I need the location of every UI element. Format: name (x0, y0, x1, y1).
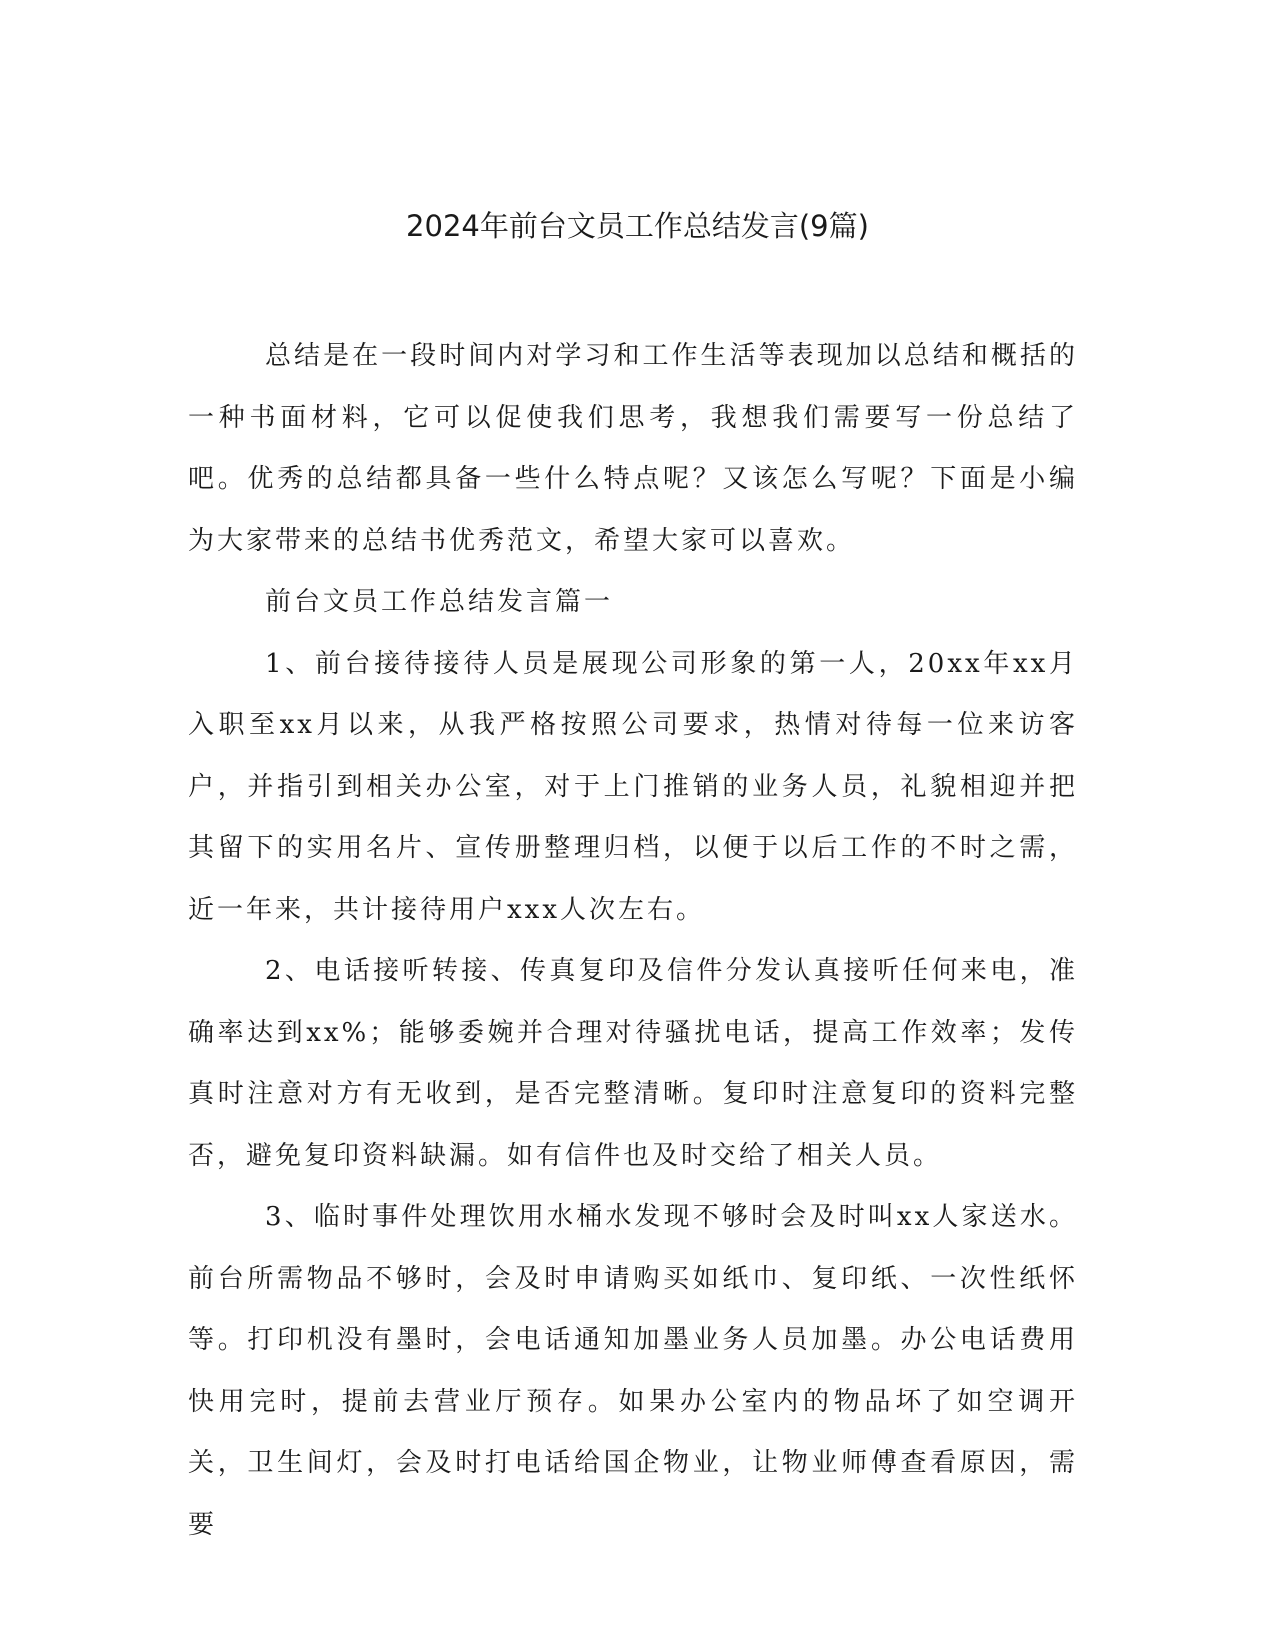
document-body (188, 326, 1078, 1556)
paragraph-item-2: 2、电话接听转接、传真复印及信件分发认真接听任何来电，准确率达到xx%；能够委婉并合理对待骚扰电话，提高工作效率；发传真时注意对方有无收到，是否完整清晰。复印时注意复印的资料完整否，避免复印资料缺漏。如有信件也及时交给了相关人员。 (188, 956, 1078, 1171)
intro-paragraph: 总结是在一段时间内对学习和工作生活等表现加以总结和概括的一种书面材料，它可以促使我们思考，我想我们需要写一份总结了吧。优秀的总结都具备一些什么特点呢？又该怎么写呢？下面是小编为大家带来的总结书优秀范文，希望大家可以喜欢。 (188, 341, 1078, 556)
document-title: 2024年前台文员工作总结发言(9篇) (406, 209, 869, 243)
section-heading: 前台文员工作总结发言篇一 (265, 587, 614, 617)
paragraph-item-3: 3、临时事件处理饮用水桶水发现不够时会及时叫xx人家送水。前台所需物品不够时，会及时申请购买如纸巾、复印纸、一次性纸怀等。打印机没有墨时，会电话通知加墨业务人员加墨。办公电话费用快用完时，提前去营业厅预存。如果办公室内的物品坏了如空调开关，卫生间灯，会及时打电话给国企物业，让物业师傅查看原因，需要 (188, 1202, 1078, 1540)
paragraph-item-1: 1、前台接待接待人员是展现公司形象的第一人，20xx年xx月入职至xx月以来，从我严格按照公司要求，热情对待每一位来访客户，并指引到相关办公室，对于上门推销的业务人员，礼貌相迎并把其留下的实用名片、宣传册整理归档，以便于以后工作的不时之需，近一年来，共计接待用户xxx人次左右。 (188, 648, 1078, 925)
